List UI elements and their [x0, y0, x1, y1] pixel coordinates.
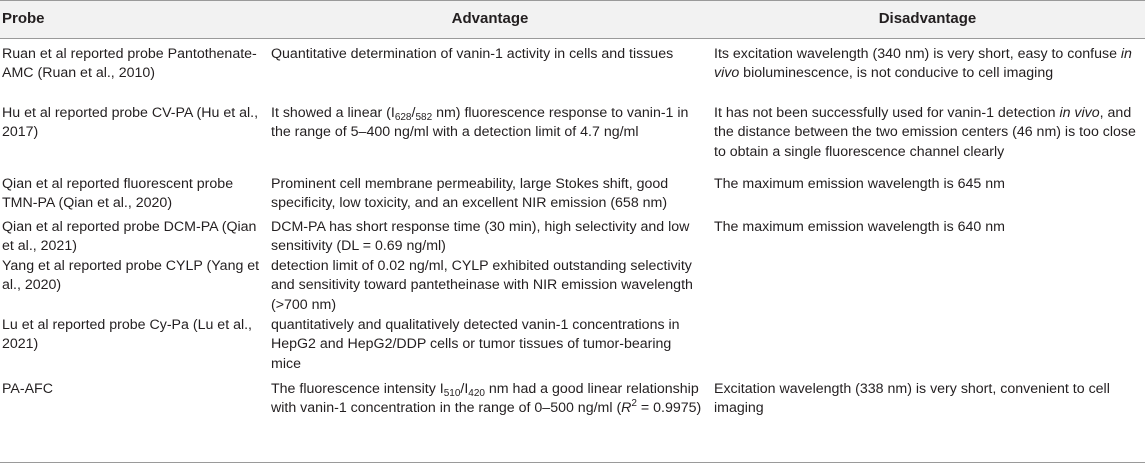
text-segment: It has not been successfully used for vanin-1 detection [714, 104, 1060, 121]
subscript: 582 [415, 111, 433, 123]
table-row [0, 175, 1145, 218]
text-segment: nm) fluorescence response to vanin-1 in the range of 5–400 ng/ml with a detection limit of 4.7 ng/ml [271, 104, 689, 140]
subscript: 628 [394, 111, 412, 123]
advantage-cell: detection limit of 0.02 ng/ml, CYLP exhibited outstanding selectivity and sensitivity toward pantetheinase with NIR emission wavelength (>700 nm) [271, 257, 693, 313]
text-segment: /I [460, 380, 469, 397]
text-segment: bioluminescence, is not conducive to cell imaging [739, 65, 1054, 81]
table-row [0, 257, 1145, 316]
text-segment: = 0.9975) [636, 400, 702, 416]
table-row [0, 380, 1145, 463]
advantage-cell: quantitatively and qualitatively detected vanin-1 concentrations in HepG2 and HepG2/DDP cells or tumor tissues of tumor-bearing mice [271, 316, 680, 372]
advantage-cell: Quantitative determination of vanin-1 activity in cells and tissues [271, 45, 674, 62]
header-row [0, 1, 1145, 39]
disadvantage-cell [710, 45, 1145, 104]
probe-cell: PA-AFC [0, 380, 270, 463]
probe-cell: Lu et al reported probe Cy-Pa (Lu et al., 2021) [2, 316, 252, 352]
italic-text: R [621, 400, 632, 416]
advantage-cell: Prominent cell membrane permeability, large Stokes shift, good specificity, low toxicity, and an excellent NIR emission (658 nm) [271, 175, 669, 211]
text-segment: The fluorescence intensity I [271, 380, 444, 397]
table-row [0, 104, 1145, 175]
subscript: 420 [468, 387, 485, 399]
superscript: 2 [631, 398, 637, 409]
disadvantage-cell: Excitation wavelength (338 nm) is very short, convenient to cell imaging [710, 380, 1145, 463]
table-body [0, 39, 1145, 463]
italic-text: in vivo [714, 45, 1132, 81]
header-advantage: Advantage [270, 1, 710, 39]
disadvantage-cell: The maximum emission wavelength is 640 nm [714, 218, 1005, 235]
advantage-cell: DCM-PA has short response time (30 min), high selectivity and low sensitivity (DL = 0.69 ng/ml) [271, 218, 690, 254]
subscript: 510 [443, 387, 461, 399]
text-segment: / [411, 104, 416, 121]
advantage-cell [270, 104, 710, 175]
disadvantage-cell: The maximum emission wavelength is 645 nm [714, 175, 1005, 192]
table-header [0, 1, 1145, 39]
text-segment: , and the distance between the two emission centers (46 nm) is too close to obtain a single fluorescence channel clearly [714, 104, 1136, 160]
text-segment: nm had a good linear relationship with vanin-1 concentration in the range of 0–500 ng/ml ( [271, 380, 699, 416]
text-segment: Its excitation wavelength (340 nm) is very short, easy to confuse [714, 45, 1121, 62]
probe-cell: Qian et al reported fluorescent probe TMN-PA (Qian et al., 2020) [2, 175, 234, 211]
italic-text: in vivo [1059, 104, 1100, 121]
header-probe: Probe [0, 1, 270, 39]
probe-cell: Ruan et al reported probe Pantothenate-AMC (Ruan et al., 2010) [2, 45, 257, 81]
text-segment: It showed a linear (I [271, 104, 395, 121]
disadvantage-cell [710, 316, 1145, 380]
disadvantage-cell [710, 257, 1145, 316]
probe-cell: Yang et al reported probe CYLP (Yang et al., 2020) [2, 257, 260, 293]
disadvantage-cell [710, 104, 1145, 175]
header-disadvantage: Disadvantage [710, 1, 1145, 39]
advantage-cell [270, 380, 710, 463]
probe-cell: Qian et al reported probe DCM-PA (Qian et al., 2021) [2, 218, 257, 254]
probe-cell: Hu et al reported probe CV-PA (Hu et al., 2017) [2, 104, 259, 140]
table-row [0, 45, 1145, 104]
table-row [0, 316, 1145, 380]
table-row [0, 218, 1145, 257]
